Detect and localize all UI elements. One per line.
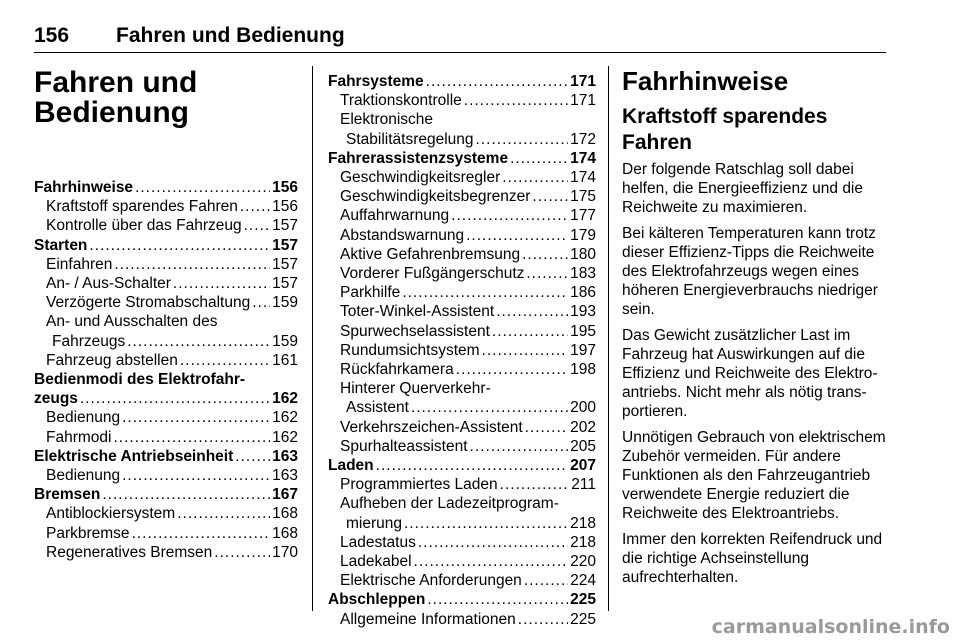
toc-entry-page: 198	[570, 361, 596, 379]
toc-entry-link[interactable]	[328, 91, 596, 110]
chapter-title-line: Bedienung	[34, 96, 189, 129]
toc-entry-title: Fahrerassistenzsysteme	[328, 149, 509, 167]
toc-entry-link[interactable]	[34, 255, 298, 274]
toc-column-1	[34, 62, 298, 562]
toc-entry-page: 157	[272, 255, 298, 273]
toc-entry-page: 183	[570, 265, 596, 283]
toc-entry-title: Fahrhinweise	[34, 179, 134, 196]
toc-section-link[interactable]	[34, 485, 298, 504]
toc-entry-page: 218	[570, 514, 596, 532]
column-divider	[608, 66, 609, 611]
toc-section-link[interactable]	[34, 236, 298, 255]
toc-entry-page: 157	[272, 217, 298, 235]
toc-entry-title: Ladestatus	[340, 533, 416, 551]
toc-entry-page: 174	[570, 169, 596, 187]
toc-entry-page: 197	[570, 341, 596, 359]
toc-section-link[interactable]	[328, 149, 596, 168]
toc-entry-link[interactable]	[328, 341, 596, 360]
toc-entry-title: Kontrolle über das Fahrzeug	[46, 217, 242, 235]
toc-entry-title: Elektrische Anforderungen	[340, 572, 522, 590]
toc-entry-page: 220	[570, 553, 596, 571]
toc-entry-link[interactable]	[328, 187, 596, 206]
toc-entry-page: 172	[570, 130, 596, 148]
toc-entry-link[interactable]	[328, 264, 596, 283]
toc-section-title: Bedienmodi des Elektrofahr-	[34, 371, 246, 389]
toc-entry-title: An- und Ausschalten des	[46, 313, 218, 331]
running-title: Fahren und Bedienung	[116, 24, 345, 47]
toc-entry-link[interactable]	[34, 351, 298, 370]
toc-entry-title: Vorderer Fußgängerschutz	[340, 265, 525, 283]
page-header	[34, 22, 886, 53]
toc-entry-page: 161	[272, 351, 298, 369]
toc-entry-link[interactable]	[328, 552, 596, 571]
toc-entry-link[interactable]	[34, 408, 298, 427]
watermark: carmanualsonline.info	[711, 616, 950, 638]
toc-entry-page: 168	[272, 505, 298, 523]
toc-entry-title: Aktive Gefahrenbremsung	[340, 245, 521, 263]
toc-entry-page: 156	[272, 198, 298, 216]
subsection-heading: Kraftstoff sparendes Fahren	[622, 105, 828, 154]
toc-entry-page: 193	[570, 303, 596, 321]
toc-entry-title: Antiblockiersystem	[46, 505, 176, 523]
toc-entry-link[interactable]	[34, 197, 298, 216]
toc-entry-link[interactable]	[328, 168, 596, 187]
toc-entry-link[interactable]	[328, 283, 596, 302]
toc-entry-page: 202	[570, 418, 596, 436]
toc-entry-page: 177	[570, 207, 596, 225]
toc-entry-title: Traktionskontrolle	[340, 92, 462, 110]
toc-entry-title: Spurhalteassistent	[340, 437, 468, 455]
toc-entry-title: Parkhilfe	[340, 284, 401, 302]
content-column	[622, 62, 888, 593]
toc-column-2	[328, 62, 596, 629]
body-paragraph: Der folgende Ratschlag soll dabei helfen, die Energieeffizienz und die Reichweite zu maximieren.	[622, 161, 863, 217]
toc-section-link[interactable]	[328, 456, 596, 475]
toc-entry-page: 171	[570, 73, 596, 90]
toc-entry-link[interactable]	[34, 543, 298, 562]
toc-section-link[interactable]	[34, 447, 298, 466]
toc-entry-page: 156	[272, 179, 298, 196]
toc-entry-link[interactable]	[34, 428, 298, 447]
toc-entry-title: Verzögerte Stromabschaltung	[46, 294, 251, 312]
toc-entry-page: 162	[272, 428, 298, 446]
toc-entry-page: 159	[272, 294, 298, 312]
toc-entry-link[interactable]	[34, 216, 298, 235]
section-heading: Fahrhinweise	[622, 66, 789, 96]
toc-entry-page: 171	[570, 92, 596, 110]
toc-entry-title: Elektrische Antriebseinheit	[34, 447, 234, 465]
toc-entry-title: Rundumsichtsystem	[340, 341, 480, 359]
toc-entry-page: 157	[272, 236, 298, 254]
toc-entry-page: 225	[570, 591, 596, 609]
toc-entry-title-cont: Fahrzeugs	[52, 332, 126, 350]
toc-entry-title: Fahrmodi	[46, 428, 112, 446]
toc-entry-link[interactable]	[328, 245, 596, 264]
toc-entry-title: Parkbremse	[46, 524, 130, 542]
toc-entry-page: 170	[272, 543, 298, 561]
toc-entry-title: Allgemeine Informationen	[340, 610, 516, 628]
toc-entry-link[interactable]	[34, 332, 298, 351]
toc-entry-title: Verkehrszeichen-Assistent	[340, 418, 523, 436]
toc-entry-link[interactable]	[328, 206, 596, 225]
toc-entry-title: Auffahrwarnung	[340, 207, 450, 225]
body-paragraph: Unnötigen Gebrauch von elektrischem Zubehör vermeiden. Für andere Funktionen als den Fahrzeugantrieb verwendete Energie reduziert die Reichweite des Elektroantriebs.	[622, 428, 886, 523]
toc-entry-title: Fahrsysteme	[328, 73, 424, 90]
toc-entry-title: Fahrzeug abstellen	[46, 351, 178, 369]
toc-entry-title: Aufheben der Ladezeitprogram-	[340, 495, 559, 513]
toc-entry-title-cont: zeugs	[34, 390, 78, 408]
toc-entry-link[interactable]	[328, 418, 596, 437]
toc-entry-link[interactable]	[328, 302, 596, 321]
toc-entry-title: An- / Aus-Schalter	[46, 275, 171, 293]
column-divider	[312, 66, 313, 611]
toc-entry-title: Rückfahrkamera	[340, 361, 454, 379]
toc-entry-title: Bremsen	[34, 486, 101, 504]
toc-entry-link[interactable]	[328, 322, 596, 341]
chapter-title-line: Fahren und	[34, 66, 198, 99]
toc-entry-title: Bedienung	[46, 467, 121, 485]
toc-entry-link[interactable]	[34, 274, 298, 293]
toc-entry-title: Bedienung	[46, 409, 121, 427]
toc-entry-link[interactable]	[328, 398, 596, 417]
body-paragraph: Das Gewicht zusätzlicher Last im Fahrzeug hat Auswirkungen auf die Effizienz und Reichweite des Elektroantriebs. Nicht mehr als nötig transportieren.	[622, 326, 878, 421]
chapter-title	[34, 68, 298, 128]
toc-entry-page: 175	[570, 188, 596, 206]
toc-entry-page: 218	[570, 533, 596, 551]
toc-entry-title: Hinterer Querverkehr-	[340, 380, 491, 398]
toc-entry-title: Starten	[34, 236, 88, 254]
toc-entry-link[interactable]	[328, 610, 596, 629]
toc-entry-title: Spurwechselassistent	[340, 322, 490, 340]
toc-entry-link[interactable]	[34, 293, 298, 312]
toc-entry-title: Geschwindigkeitsregler	[340, 169, 501, 187]
toc-entry-title: Laden	[328, 457, 374, 475]
toc-entry-title: Regeneratives Bremsen	[46, 543, 213, 561]
toc-entry-page: 174	[570, 149, 596, 167]
toc-entry-title: Ladekabel	[340, 553, 412, 571]
toc-entry-page: 163	[272, 467, 298, 485]
toc-entry-page: 179	[570, 226, 596, 244]
body-paragraph: Bei kälteren Temperaturen kann trotz dieser Effizienz-Tipps die Reichweite des Elektrofahrzeugs wegen eines höheren Energieverbrauchs niedriger sein.	[622, 224, 878, 319]
toc-entry-title: Elektronische	[340, 111, 434, 129]
toc-entry-link[interactable]	[328, 226, 596, 245]
toc-entry-page: 211	[571, 476, 596, 494]
toc-section-link[interactable]	[34, 178, 298, 197]
toc-entry-title: Programmiertes Laden	[340, 476, 498, 494]
toc-entry-page: 159	[272, 332, 298, 350]
toc-entry-page: 168	[272, 524, 298, 542]
toc-entry-page: 200	[570, 399, 596, 417]
toc-entry-link[interactable]	[328, 571, 596, 590]
toc-entry-page: 180	[570, 245, 596, 263]
toc-entry-link[interactable]	[34, 524, 298, 543]
toc-entry-title: Einfahren	[46, 255, 113, 273]
toc-entry-page: 225	[570, 610, 596, 628]
toc-entry-title-cont: Assistent	[346, 399, 409, 417]
table-of-contents	[328, 72, 596, 629]
toc-entry-page: 195	[570, 322, 596, 340]
toc-entry-title: Kraftstoff sparendes Fahren	[46, 198, 238, 216]
toc-entry-title-cont: mierung	[346, 514, 402, 532]
toc-entry-title: Toter-Winkel-Assistent	[340, 303, 495, 321]
toc-entry-page: 167	[272, 486, 298, 504]
toc-entry-link[interactable]	[328, 533, 596, 552]
toc-entry-link[interactable]	[328, 130, 596, 149]
toc-section-link[interactable]	[328, 590, 596, 609]
table-of-contents	[34, 178, 298, 562]
toc-entry-link[interactable]	[328, 475, 596, 494]
toc-entry-page: 205	[570, 437, 596, 455]
toc-entry-page: 163	[272, 447, 298, 465]
toc-entry-page: 186	[570, 284, 596, 302]
page-number: 156	[34, 24, 70, 47]
toc-entry-page: 157	[272, 275, 298, 293]
toc-entry-link[interactable]	[328, 360, 596, 379]
toc-entry-link[interactable]	[328, 437, 596, 456]
toc-entry-page: 224	[570, 572, 596, 590]
toc-entry-page: 207	[570, 457, 596, 475]
toc-entry-title: Abschleppen	[328, 591, 426, 609]
toc-entry-page: 162	[272, 409, 298, 427]
toc-section-link[interactable]	[328, 72, 596, 91]
toc-entry-link[interactable]	[34, 504, 298, 523]
toc-section-link[interactable]	[34, 389, 298, 408]
toc-entry-title: Abstandswarnung	[340, 226, 465, 244]
toc-entry-link[interactable]	[328, 514, 596, 533]
toc-entry-page: 162	[272, 390, 298, 408]
toc-entry-title: Geschwindigkeitsbegrenzer	[340, 188, 531, 206]
toc-entry-title-cont: Stabilitätsregelung	[346, 130, 474, 148]
toc-entry-link[interactable]	[34, 466, 298, 485]
body-paragraph: Immer den korrekten Reifendruck und die richtige Achseinstellung aufrechterhalten.	[622, 530, 883, 587]
